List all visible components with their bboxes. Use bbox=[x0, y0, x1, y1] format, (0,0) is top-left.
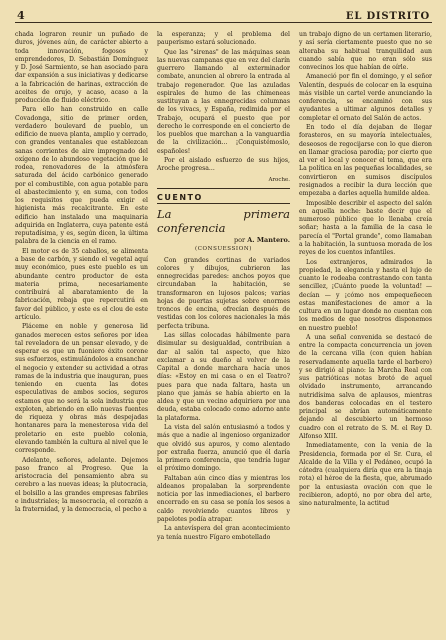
column-1 bbox=[15, 31, 148, 543]
section-title: CUENTO bbox=[157, 194, 290, 204]
paragraph: A una señal convenida se destacó de entre la compacta concurrencia un joven de la cercana villa (con quien habían reservadamente aquella tarde el barbero) y se dirigió al piano: la Marcha Real con sus patrióticas notas brotó de aquel olvidado instrumento, arrancando nutridísima salva de aplausos, mientras dos banderas colocadas en el testero principal se abrían automáticamente dejando al descubierto un hermoso cuadro con el retrato de S. M. el Rey D. Alfonso XIII. bbox=[299, 333, 432, 440]
paragraph: La antevíspera del gran acontecimiento ya tenía nuestro Fígaro embotellado bbox=[157, 525, 290, 541]
page-header bbox=[15, 4, 432, 23]
paragraph: La vista del salón entusiasmó a todos y más que a nadie al ingenioso organizador que olvidó sus apuros, y como alentado por extraña fuerza, anunció que él daría la primera conferencia, que tendría lugar el próximo domingo. bbox=[157, 424, 290, 473]
byline bbox=[157, 236, 290, 244]
column-3 bbox=[299, 31, 432, 543]
paragraph: Faltaban aún cinco días y mientras los aldeanos propalaban la sorprendente noticia por las inmediaciones, el barbero encerrado en su casa se ponía los sesos a caldo revolviendo cuantos libros y papelotes podía atrapar. bbox=[157, 474, 290, 523]
paragraph: Para ello han construido en calle Covadonga, sitio de primer orden, verdadero boulevard de pueblo, un edificio de nueva planta, amplio y cerrado, con grandes ventanales que establezcan sanas corrientes de aire impregnado del oxígeno de lo abundoso vegetación que le rodea, renovadores de la atmósfera saturada del ácido carbónico generado por el combustible, con agua potable para el abastecimiento y, en suma, con todos los requisitos que pueda exigir el higienista más recalcitrante. En este edificio han instalado una maquinaria adquirida en Inglaterra, cuya patente está reputadísima, y es, según dicen, la última palabra de la ciencia en el ramo. bbox=[15, 106, 148, 246]
paragraph: Amaneció por fin el domingo, y el señor Valentín, después de colocar en la esquina más visible un cartel verde anunciando la conferencia, se encaminó con sus ayudantes a ultimar algunos detalles y completar el ornato del Salón de actos. bbox=[299, 73, 432, 122]
paragraph: Las sillas colocadas hábilmente para disimular su desigualdad, contribuían a dar al salón tal aspecto, que hizo exclamar a su dueño al volver de la Capital a donde marchara hacía unos días: «Estoy en mi casa o en el Teatro? pues para que nada faltara, hasta un piano que jamás se había abierto en la aldea y que un vecino adquiriera por una deuda, estaba colocado como adorno ante la plataforma. bbox=[157, 332, 290, 422]
paragraph: Por el aislado esfuerzo de sus hijos, Aroche progresa... bbox=[157, 157, 290, 173]
text-columns bbox=[15, 31, 432, 543]
page-number: 4 bbox=[17, 9, 25, 22]
genre-note: (CONSUESSION) bbox=[195, 246, 252, 253]
paragraph: chada lograron reunir un puñado de duros, jóvenes aún, de carácter abierto a toda innovación, fogosos y emprendedores, D. Sebastián Domínguez y D. José Sarmiento, se han asociado para dar expansión a sus iniciativas y dedicarse a la fabricación de harinas, extracción de aceites de orujo, y acaso, acaso a la producción de fluido eléctrico. bbox=[15, 31, 148, 104]
paragraph: un trabajo digno de un certamen literario, y así sería ciertamente puesto que no se alteraba su habitual tranquilidad aun cuando sabía que no eran sólo sus convecinos los que habían de oírle. bbox=[299, 31, 432, 71]
paragraph: Imposible describir el aspecto del salón en aquella noche: baste decir que el numeroso público que lo llenaba creía soñar; hasta a la familia de la casa le parecía el "Portal grande", como llamaban a la habitación, la suntuosa morada de los reyes de los cuentos infantiles. bbox=[299, 199, 432, 257]
newspaper-title: EL DISTRITO bbox=[345, 11, 430, 22]
divider bbox=[157, 188, 290, 189]
author: A. Mantero. bbox=[247, 236, 290, 245]
paragraph: la esperanza; y el problema del pauperismo estará solucionado. bbox=[157, 31, 290, 47]
article-signature: Aroche. bbox=[268, 176, 290, 183]
byline-prefix: por bbox=[233, 236, 246, 245]
column-2 bbox=[157, 31, 290, 543]
paragraph: Inmediatamente, con la venia de la Presidencia, formada por el Sr. Cura, el Alcalde de la Villa y el Pedáneo, ocupó la cátedra (cualquiera diría que era la tinaja rota) el héroe de la fiesta, que, abrumado por la entusiasta ovación con que le recibieron, adoptó, no por obra del arte, sino naturalmente, la actitud bbox=[299, 442, 432, 508]
paragraph: Que las "sirenas" de las máquinas sean las nuevas campanas que en vez del clarín guerrero llamando al exterminador combate, anuncien al obrero la entrada al trabajo regenerador. Que las azuladas espirales de humo de las chimeneas sustituyan a las ennegrecidas columnas de los vivacs, y España, redimida por el Trabajo, ocupará el puesto que por derecho le corresponde en el concierto de los pueblos que marchan a la vanguardia de la civilización... ¡Conquistémoslo, españoles! bbox=[157, 48, 290, 155]
paragraph: Adelante, señores, adelante. Dejemos paso franco al Progreso. Que la aristocracia del pensamiento abra su cerebro a las nuevas ideas; la plutocracia, el bolsillo a las grandes empresas fabriles e industriales; la mesocracia, el corazón a la fraternidad, y la democracia, el pecho a bbox=[15, 456, 148, 513]
paragraph: Con grandes cortinas de variados colores y dibujos, cubrieron las ennegrecidas paredes: anchos poyos que circundaban la habitación, se transformaron en lujosos palcos; varias hojas de puertas sujetas sobre enormes troncos de encina, ofrecían después de vestidas con los colores nacionales la más perfecta tribuna. bbox=[157, 256, 290, 330]
article-title: La primera conferencia bbox=[157, 207, 290, 236]
paragraph: Pláceme en noble y generosa lid ganados merecen estos señores por idea tal reveladora de un pensar elevado, y de esperar es que un fuoniero éxito corone sus esfuerzos, estimulándolos a ensanchar el negocio y extender su actividad a otras ramas de la industria que inauguran, pues teniendo en cuenta las dotes especulativas de ambos socios, seguros estamos que no será la sola industria que exploten, abriendo en ello nuevas fuentes de riqueza y obras más despejadas hontanares para la menesterosa vida del proletario en este pueblo colonia, elevando también la cultura al nivel que le corresponde. bbox=[15, 323, 148, 455]
paragraph: Los extranjeros, admirados la propiedad, la elegancia y hasta el lujo de cuanto le rodeaba contrastando con tanta sencillez, ¡Cuánto puede la voluntad! —decían — y ¡cómo nos empequeñecen estas manifestaciones de amor a la cultura en un lugar donde no cuentan con los medios de que nosotros disponemos en nuestro pueblo! bbox=[299, 258, 432, 332]
paragraph: En todo el día dejaban de llegar forasteros, en su mayoría intelectuales, deseosos de regocijarse con lo que dieron en llamar graciosa parodia; por cierto que al ver el local y conocer el tema, que era La política en las pequeñas localidades, se convirtieron en sumisos discípulos resignados a recibir la dura lección que empezaba a darles aquella humilde aldea. bbox=[299, 124, 432, 198]
paragraph: El motor es de 35 caballos, se alimenta a base de carbón, y siendo el vegetal aquí muy económico, pues este pueblo es un abundante centro productor de esta materia prima, necesariamente contribuirá al abaratamiento de la fabricación, rebaja que repercutirá en favor del público, y este es el clou de este artículo. bbox=[15, 247, 148, 321]
